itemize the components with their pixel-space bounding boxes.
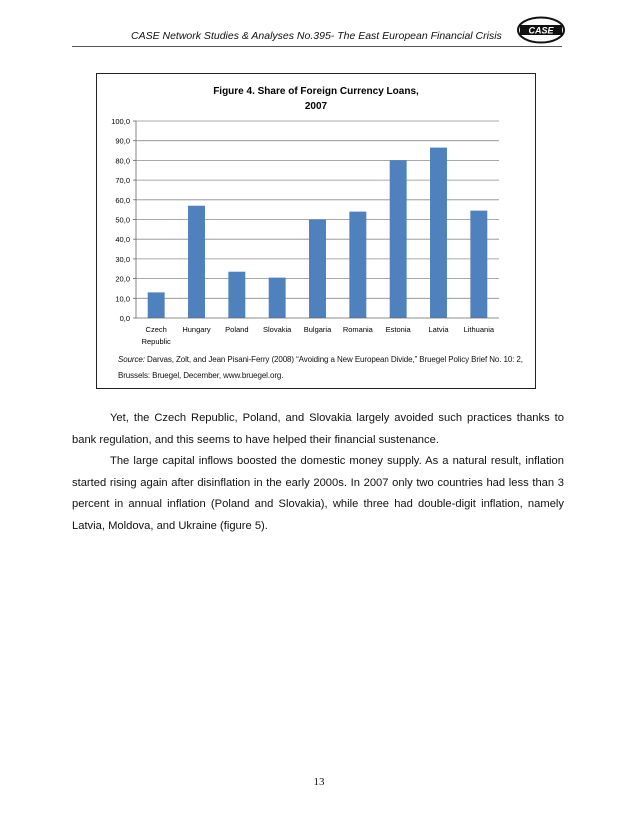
source-text: Darvas, Zolt, and Jean Pisani-Ferry (2008) “Avoiding a New European Divide,” Bruegel Policy Brief No. 10: 2, Brussels: Bruegel, December, www.bruegel.org.: [118, 355, 523, 380]
foreign-currency-loans-chart: [96, 73, 536, 353]
x-category-label: Slovakia: [262, 325, 292, 334]
paragraph: Yet, the Czech Republic, Poland, and Slovakia largely avoided such practices thanks to bank regulation, and this seems to have helped their financial sustenance.: [72, 412, 564, 446]
y-tick-label: 30,0: [115, 254, 130, 264]
page-number: 13: [313, 776, 325, 788]
x-category-label: Poland: [225, 325, 249, 334]
x-category-label: Lithuania: [463, 325, 495, 334]
y-tick-label: 10,0: [115, 294, 130, 304]
x-category-label: Latvia: [428, 325, 449, 334]
bar-estonia: [390, 160, 407, 318]
y-tick-label: 90,0: [115, 136, 130, 146]
bar-poland: [228, 272, 245, 318]
x-category-label: Bulgaria: [303, 325, 332, 334]
chart-title-line2: 2007: [304, 101, 328, 112]
y-tick-label: 100,0: [111, 117, 130, 126]
bar-latvia: [430, 148, 447, 318]
logo-text: CASE: [528, 25, 554, 36]
source-label: Source:: [118, 355, 145, 364]
bar-slovakia: [269, 278, 286, 318]
bar-czech-republic: [148, 292, 165, 318]
paragraph: The large capital inflows boosted the domestic money supply. As a natural result, inflation started rising again after disinflation in the early 2000s. In 2007 only two countries had less than 3 percent in annual inflation (Poland and Slovakia), while three had double-digit inflation, namely Latvia, Moldova, and Ukraine (figure 5).: [72, 455, 564, 532]
bar-romania: [349, 212, 366, 318]
bar-lithuania: [470, 211, 487, 318]
y-tick-label: 80,0: [115, 156, 130, 166]
y-tick-label: 0,0: [119, 314, 130, 323]
chart-title-line1: Figure 4. Share of Foreign Currency Loans,: [213, 86, 419, 97]
x-category-label: Czech: [145, 325, 167, 334]
figure-source: [118, 352, 528, 384]
y-tick-label: 50,0: [115, 215, 130, 225]
body-text: [72, 408, 564, 538]
y-tick-label: 60,0: [115, 195, 130, 205]
x-category-label: Hungary: [182, 325, 211, 334]
bar-hungary: [188, 206, 205, 318]
x-category-label: Republic: [141, 337, 171, 346]
case-logo: [516, 16, 566, 44]
y-tick-label: 40,0: [115, 235, 130, 245]
x-category-label: Estonia: [385, 325, 411, 334]
header-rule: [72, 46, 562, 47]
x-category-label: Romania: [342, 325, 373, 334]
y-tick-label: 20,0: [115, 274, 130, 284]
y-tick-label: 70,0: [115, 176, 130, 186]
bar-bulgaria: [309, 220, 326, 319]
running-title: CASE Network Studies & Analyses No.395- The East European Financial Crisis: [131, 30, 502, 42]
